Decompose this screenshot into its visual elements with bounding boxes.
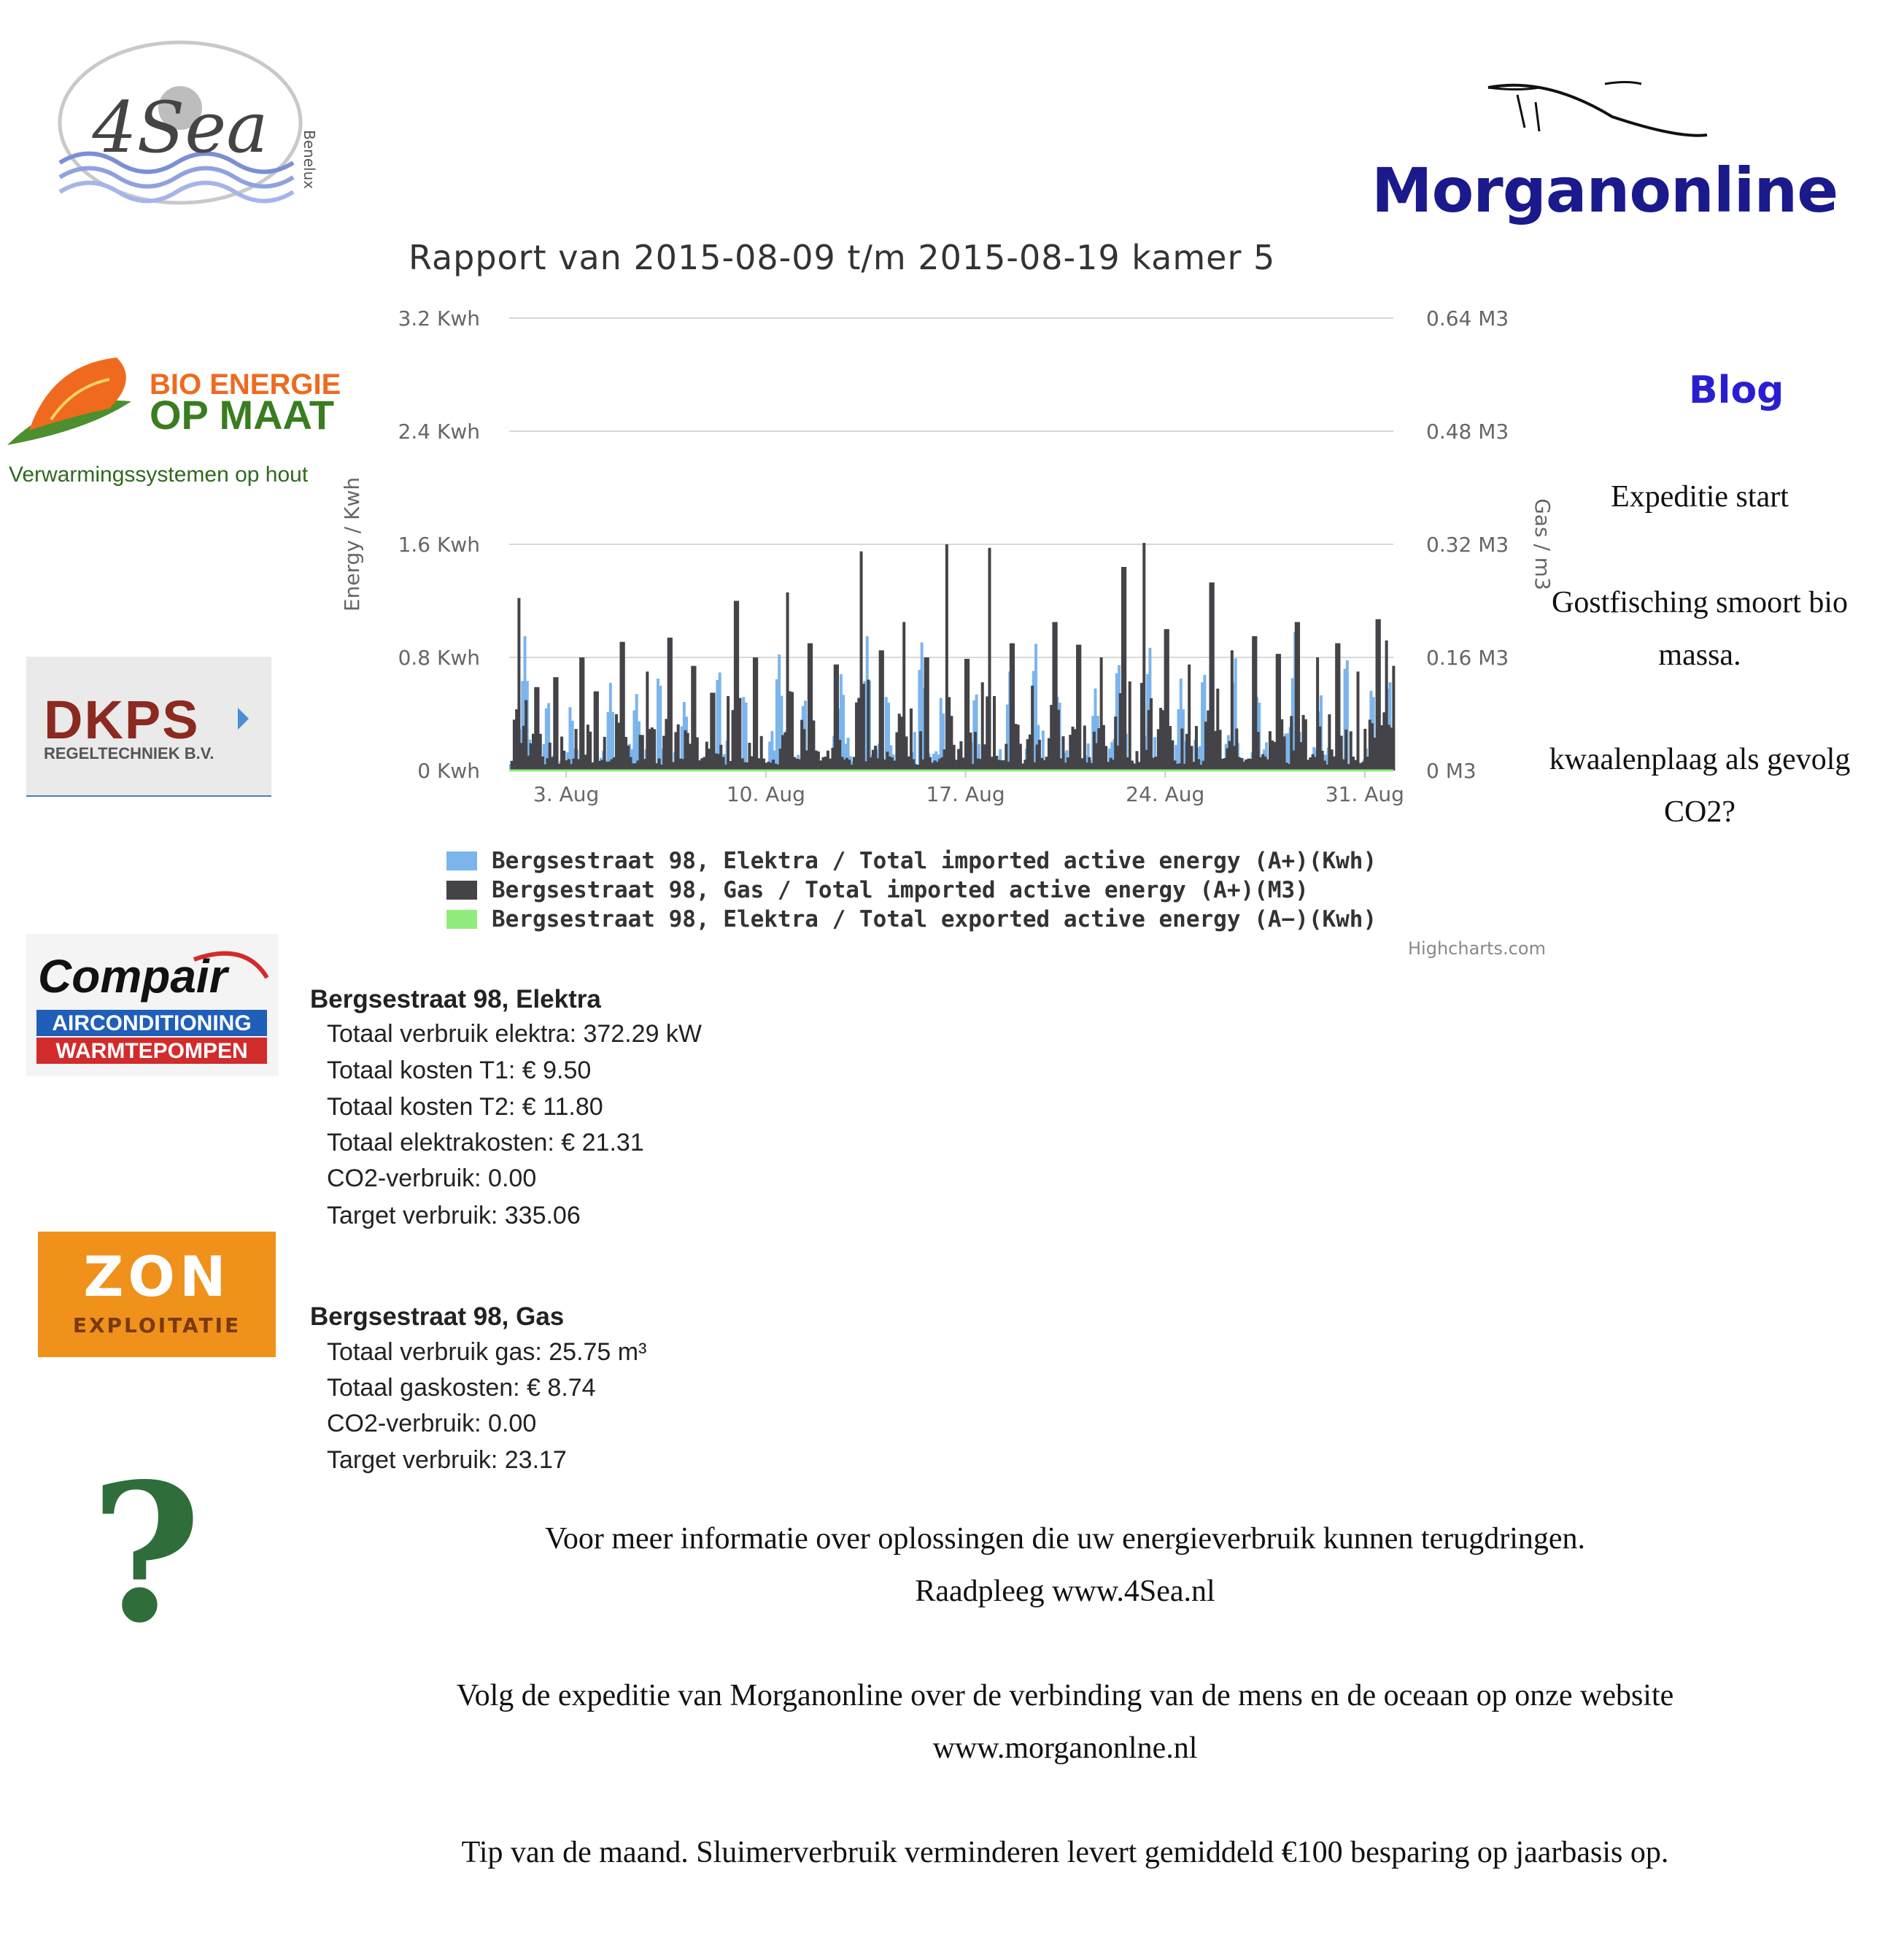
y-axis-title-right: Gas / m3	[1530, 498, 1555, 590]
bar-gas-import	[1031, 686, 1034, 770]
bar-gas-import	[926, 657, 929, 770]
footer-info-line: Voor meer informatie over oplossingen die uw energieverbruik kunnen terugdringen.	[544, 1522, 1586, 1556]
footer-morgan-link[interactable]: www.morganonlne.nl	[932, 1731, 1198, 1765]
legend-swatch-gas-import	[446, 881, 477, 900]
y-tick-right: 0.48 M3	[1426, 420, 1509, 444]
footer-expeditie-line: Volg de expeditie van Morganonline over de verbinding van de mens en de oceaan op onze website	[456, 1679, 1674, 1712]
stats-gas-title: Bergsestraat 98, Gas	[310, 1302, 565, 1331]
4sea-logo-sub: Benelux	[301, 130, 318, 190]
footer-4sea-link[interactable]: Raadpleeg www.4Sea.nl	[915, 1575, 1215, 1608]
y-tick-right: 0 M3	[1426, 759, 1477, 783]
stats-elektra-line: Totaal kosten T2: € 11.80	[327, 1093, 603, 1121]
stats-gas-line: Totaal verbruik gas: 25.75 m³	[327, 1338, 647, 1366]
bar-gas-import	[1078, 645, 1081, 770]
energy-chart	[321, 285, 1590, 824]
4sea-logo-text: 4Sea	[92, 87, 268, 169]
zon-name: ZON	[83, 1244, 231, 1309]
x-tick-label: 3. Aug	[533, 782, 600, 806]
compair-sub2: WARMTEPOMPEN	[55, 1039, 248, 1063]
bar-gas-import	[988, 548, 991, 770]
bar-gas-import	[1123, 567, 1126, 770]
question-mark-icon	[73, 1442, 219, 1665]
y-tick-left: 1.6 Kwh	[398, 533, 480, 557]
question-mark-glyph: ?	[90, 1442, 202, 1665]
chart-title: Rapport van 2015-08-09 t/m 2015-08-19 kamer 5	[409, 238, 1276, 277]
compair-sub1: AIRCONDITIONING	[52, 1011, 252, 1035]
bar-gas-import	[670, 638, 673, 770]
y-tick-left: 3.2 Kwh	[398, 306, 480, 331]
bar-gas-import	[755, 657, 758, 770]
bio-energie-logo[interactable]	[0, 350, 341, 496]
stats-elektra-line: Totaal elektrakosten: € 21.31	[327, 1129, 644, 1156]
y-tick-right: 0.16 M3	[1426, 646, 1509, 670]
blog-item-gostfisching[interactable]: Gostfisching smoort bio massa.	[1552, 586, 1848, 672]
stats-elektra-line: Totaal verbruik elektra: 372.29 kW	[327, 1020, 703, 1048]
dkps-logo[interactable]	[26, 657, 271, 797]
bar-gas-import	[1129, 681, 1131, 770]
bar-gas-import	[556, 677, 559, 770]
bar-gas-import	[1357, 671, 1360, 770]
highcharts-credits[interactable]: Highcharts.com	[1408, 938, 1546, 959]
4sea-logo[interactable]	[45, 35, 318, 217]
legend-item-gas-import[interactable]	[446, 876, 1309, 905]
bar-gas-import	[596, 692, 599, 771]
y-tick-right: 0.32 M3	[1426, 533, 1509, 557]
bar-gas-import	[867, 680, 870, 770]
stats-elektra-line: Target verbruik: 335.06	[327, 1202, 581, 1229]
compair-logo[interactable]	[26, 934, 279, 1076]
blog-title[interactable]: Blog	[1689, 368, 1784, 412]
x-tick-label: 10. Aug	[726, 782, 805, 806]
legend-swatch-elektra-export	[446, 910, 477, 929]
bar-gas-import	[581, 657, 584, 770]
bar-gas-import	[1392, 666, 1395, 770]
footer-tip-line: Tip van de maand. Sluimerverbruik verminderen levert gemiddeld €100 besparing op jaarbasis op.	[461, 1836, 1669, 1869]
legend-label-elektra-export: Bergsestraat 98, Elektra / Total exported active energy (A−)(Kwh)	[492, 906, 1377, 932]
legend-item-elektra-import[interactable]	[446, 846, 1377, 876]
legend-label-gas-import: Bergsestraat 98, Gas / Total imported active energy (A+)(M3)	[492, 877, 1309, 903]
bio-energie-tagline: Verwarmingssystemen op hout	[9, 463, 309, 487]
legend-item-elektra-export[interactable]	[446, 905, 1377, 934]
y-tick-left: 0 Kwh	[417, 759, 480, 783]
zon-exploitatie-logo[interactable]	[38, 1232, 276, 1357]
zon-sub: EXPLOITATIE	[72, 1313, 241, 1337]
y-tick-left: 0.8 Kwh	[398, 646, 480, 670]
stats-elektra-title: Bergsestraat 98, Elektra	[310, 985, 601, 1013]
blog-item-expeditie[interactable]: Expeditie start	[1611, 480, 1789, 514]
compair-name: Compair	[38, 950, 228, 1003]
x-tick-label: 17. Aug	[926, 782, 1005, 806]
legend-swatch-elektra-import	[446, 851, 477, 870]
x-tick-label: 31. Aug	[1325, 782, 1404, 806]
blog-item-kwaalenplaag[interactable]: kwaalenplaag als gevolg CO2?	[1549, 743, 1851, 829]
stats-elektra-line: CO2-verbruik: 0.00	[327, 1165, 537, 1192]
dkps-name: DKPS	[44, 690, 200, 750]
legend-label-elektra-import: Bergsestraat 98, Elektra / Total imported active energy (A+)(Kwh)	[492, 848, 1377, 874]
bar-gas-import	[881, 650, 884, 770]
stats-gas-line: Target verbruik: 23.17	[327, 1446, 567, 1474]
bio-energie-line2: OP MAAT	[150, 392, 335, 438]
y-axis-title-left: Energy / Kwh	[340, 476, 364, 612]
y-tick-right: 0.64 M3	[1426, 306, 1509, 331]
dkps-sub: REGELTECHNIEK B.V.	[44, 744, 214, 762]
bio-energie-line1: BIO ENERGIE	[150, 368, 341, 401]
stats-elektra-line: Totaal kosten T1: € 9.50	[327, 1057, 592, 1084]
bar-gas-import	[727, 696, 730, 770]
morganonline-title[interactable]: Morganonline	[1371, 155, 1838, 226]
dkps-arrow-icon	[238, 708, 249, 730]
bar-elektra-import	[745, 703, 748, 770]
x-tick-label: 24. Aug	[1126, 782, 1205, 806]
bar-gas-import	[1142, 543, 1145, 770]
bar-gas-import	[862, 684, 865, 770]
stats-gas-line: CO2-verbruik: 0.00	[327, 1410, 537, 1437]
stats-gas-line: Totaal gaskosten: € 8.74	[327, 1374, 596, 1402]
y-tick-left: 2.4 Kwh	[398, 420, 480, 444]
